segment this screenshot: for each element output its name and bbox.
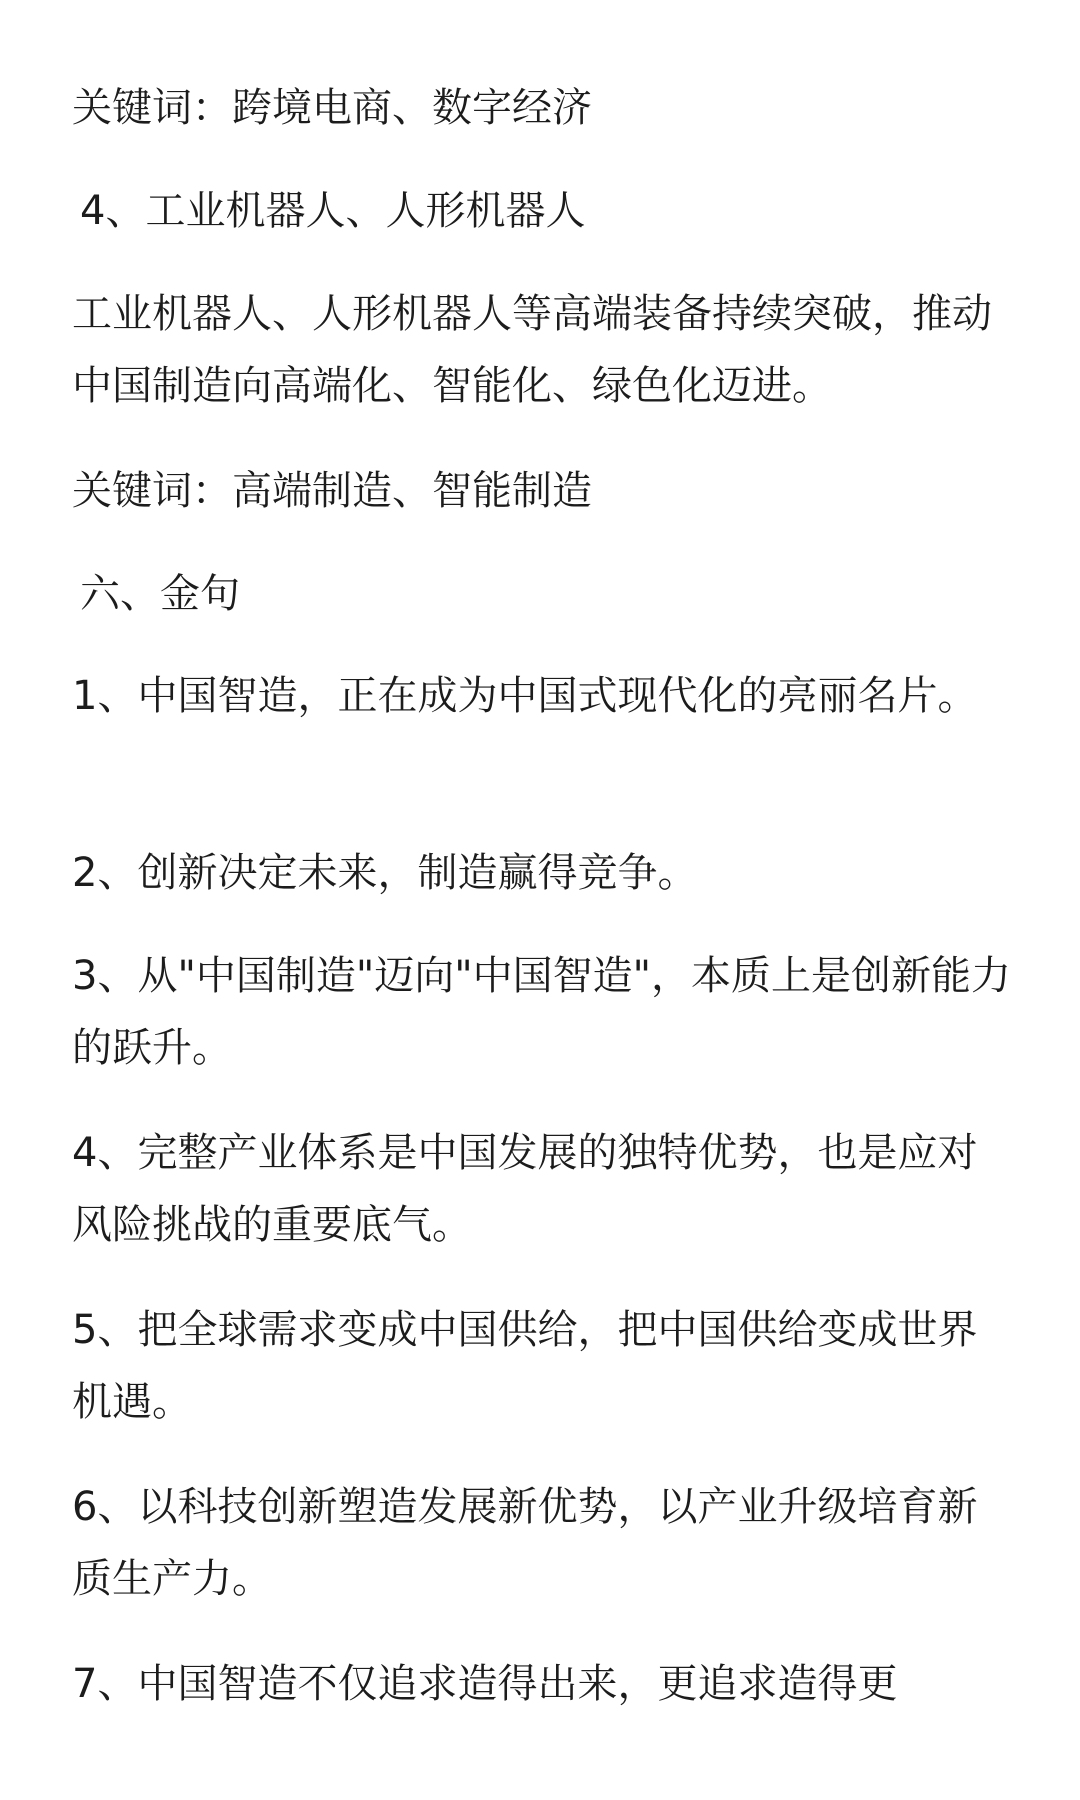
quote-6: 6、以科技创新塑造发展新优势，以产业升级培育新质生产力。	[72, 1484, 978, 1602]
keywords-line-2: 关键词：高端制造、智能制造	[72, 468, 592, 514]
quote-7: 7、中国智造不仅追求造得出来，更追求造得更	[72, 1661, 898, 1707]
quote-5: 5、把全球需求变成中国供给，把中国供给变成世界机遇。	[72, 1307, 978, 1425]
keywords-line-1: 关键词：跨境电商、数字经济	[72, 85, 592, 131]
quote-2: 2、创新决定未来，制造赢得竞争。	[72, 850, 698, 896]
quote-3: 3、从"中国制造"迈向"中国智造"，本质上是创新能力的跃升。	[72, 953, 1012, 1071]
heading-4: 4、工业机器人、人形机器人	[80, 188, 586, 234]
quote-4: 4、完整产业体系是中国发展的独特优势，也是应对风险挑战的重要底气。	[72, 1130, 978, 1248]
quote-1: 1、中国智造，正在成为中国式现代化的亮丽名片。	[72, 673, 978, 719]
section-6-title: 六、金句	[80, 571, 240, 617]
paragraph-4: 工业机器人、人形机器人等高端装备持续突破，推动中国制造向高端化、智能化、绿色化迈进。	[72, 291, 992, 409]
